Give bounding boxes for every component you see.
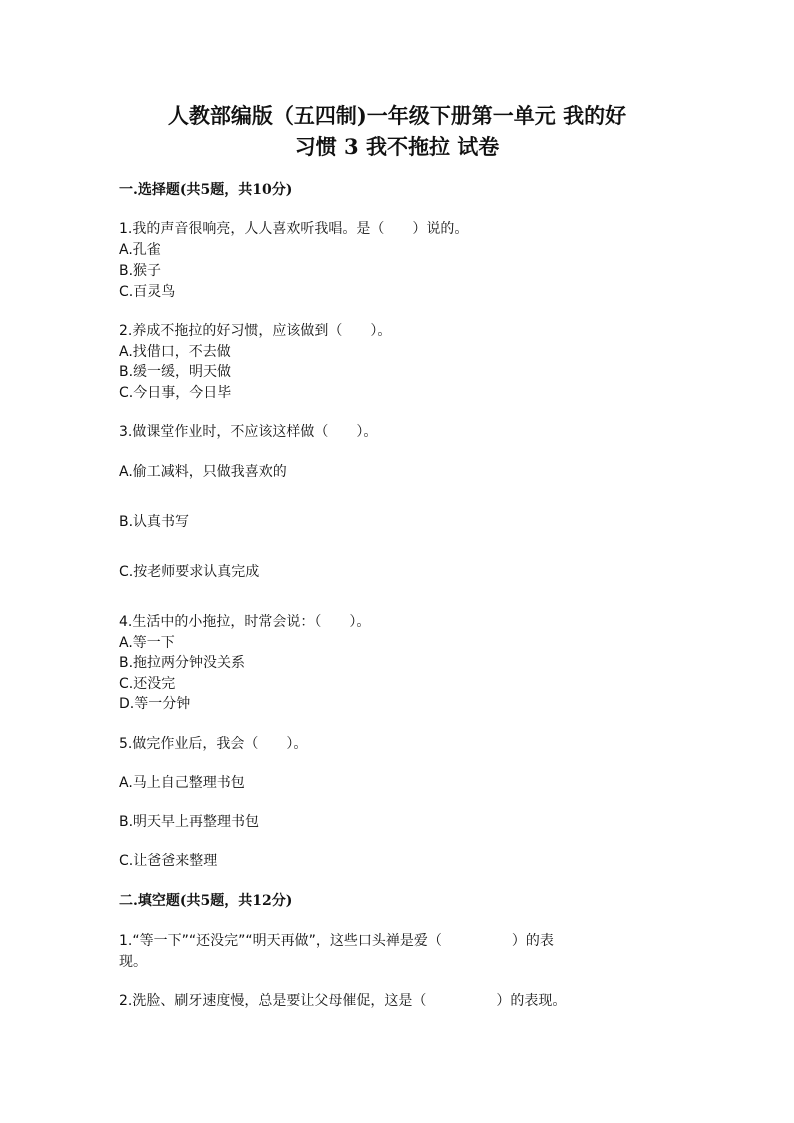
question-stem: 2.养成不拖拉的好习惯，应该做到（ ）。 — [119, 323, 392, 339]
section-heading-choice: 一.选择题(共5题，共10分) — [119, 182, 293, 198]
option: C.今日事，今日毕 — [119, 385, 232, 401]
fill-question: 2.洗脸、刷牙速度慢，总是要让父母催促，这是（ ）的表现。 — [119, 993, 567, 1009]
question-stem: 1.我的声音很响亮，人人喜欢听我唱。是（ ）说的。 — [119, 221, 469, 237]
option: B.拖拉两分钟没关系 — [119, 655, 246, 671]
fill-question-continued: 现。 — [119, 954, 147, 970]
option: D.等一分钟 — [119, 696, 191, 712]
option: A.找借口，不去做 — [119, 344, 231, 360]
option: C.按老师要求认真完成 — [119, 564, 260, 580]
option: A.孔雀 — [119, 242, 161, 258]
option: B.缓一缓，明天做 — [119, 364, 232, 380]
question-stem: 4.生活中的小拖拉，时常会说：（ ）。 — [119, 614, 371, 630]
page-title-line-2: 习惯 3 我不拖拉 试卷 — [294, 134, 500, 159]
option: C.让爸爸来整理 — [119, 853, 218, 869]
page-title-line-1: 人教部编版（五四制)一年级下册第一单元 我的好 — [167, 103, 627, 128]
section-heading-fill-blank: 二.填空题(共5题，共12分) — [119, 893, 293, 909]
option: A.马上自己整理书包 — [119, 775, 245, 791]
option: C.还没完 — [119, 676, 176, 692]
fill-question: 1.“等一下”“还没完”“明天再做”，这些口头禅是爱（ ）的表 — [119, 933, 554, 949]
option: B.认真书写 — [119, 514, 190, 530]
option: B.明天早上再整理书包 — [119, 814, 260, 830]
option: A.等一下 — [119, 635, 175, 651]
option: B.猴子 — [119, 263, 162, 279]
question-stem: 5.做完作业后，我会（ ）。 — [119, 736, 308, 752]
question-stem: 3.做课堂作业时，不应该这样做（ ）。 — [119, 424, 378, 440]
option: A.偷工减料，只做我喜欢的 — [119, 464, 287, 480]
option: C.百灵鸟 — [119, 284, 176, 300]
